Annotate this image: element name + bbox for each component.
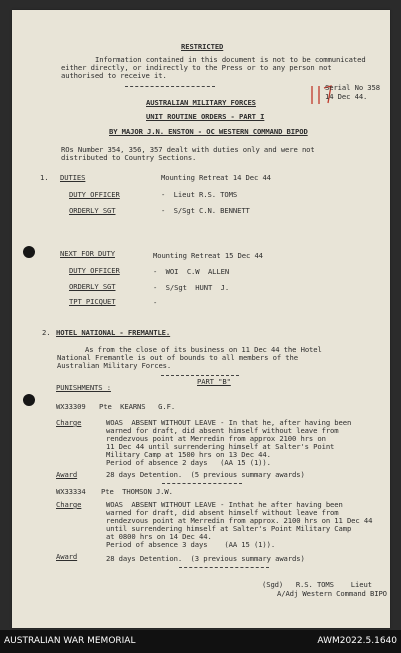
warning-line-3: authorised to receive it.	[61, 71, 167, 80]
divider	[125, 86, 215, 87]
divider	[179, 567, 269, 568]
footer-bar	[0, 630, 401, 653]
punishments-heading: PUNISHMENTS :	[56, 383, 111, 392]
document-page	[12, 10, 390, 628]
charge-line: at 0800 hrs on 14 Dec 44.	[106, 532, 212, 541]
hotel-line-2: National Fremantle is out of bounds to all members of the	[57, 353, 298, 362]
charge-line: until surrendering himself at Salter's Point Military Camp	[106, 524, 352, 533]
duties-heading: DUTIES	[60, 173, 86, 182]
duty-value: - Lieut R.S. TOMS	[161, 190, 238, 199]
issued-by: BY MAJOR J.N. ENSTON - OC WESTERN COMMAND BIPOD	[109, 127, 308, 136]
warning-line-2: either directly, or indirectly to the Press or to any person not	[61, 63, 332, 72]
award-text: 28 days Detention. (3 previous summary awards)	[106, 554, 305, 563]
serial-date: 14 Dec 44.	[325, 92, 368, 101]
punch-hole	[23, 246, 35, 258]
award-label: Award	[56, 470, 78, 479]
charge-line: warned for draft, did absent himself without leave from	[106, 508, 339, 517]
charge-line: Military Camp at 1500 hrs on 13 Dec 44.	[106, 450, 271, 459]
next-duty-label: DUTY OFFICER	[69, 266, 120, 275]
next-duty-value: - WOI C.W ALLEN	[153, 267, 230, 276]
duties-mounting: Mounting Retreat 14 Dec 44	[161, 173, 271, 182]
charge-line: Period of absence 2 days (AA 15 (1)).	[106, 458, 271, 467]
service-number: WX33309	[56, 402, 86, 411]
section-number: 1.	[40, 173, 49, 182]
next-duty-value: -	[153, 298, 158, 307]
signature: (Sgd) R.S. TOMS Lieut	[262, 580, 372, 589]
ros-line-1: ROs Number 354, 356, 357 dealt with duties only and were not	[61, 145, 315, 154]
force-heading: AUSTRALIAN MILITARY FORCES	[146, 98, 256, 107]
charge-line: 11 Dec 44 until surrendering himself at Salter's Point	[106, 442, 335, 451]
award-label: Award	[56, 552, 78, 561]
next-duty-label: TPT PICQUET	[69, 297, 116, 306]
section-number: 2.	[42, 328, 51, 337]
orders-heading: UNIT ROUTINE ORDERS - PART I	[146, 112, 265, 121]
ros-line-2: distributed to Country Sections.	[61, 153, 197, 162]
hotel-line-3: Australian Military Forces.	[57, 361, 172, 370]
charge-line: WOAS ABSENT WITHOUT LEAVE - Inthat he after having been	[106, 500, 343, 509]
award-text: 28 days Detention. (5 previous summary awards)	[106, 470, 305, 479]
soldier-name: Pte THOMSON J.W.	[101, 487, 173, 496]
duty-value: - S/Sgt C.N. BENNETT	[161, 206, 250, 215]
soldier-name: Pte KEARNS G.F.	[99, 402, 176, 411]
signature-role: A/Adj Western Command BIPO	[277, 589, 387, 598]
divider	[162, 483, 242, 484]
footer-accession-number: AWM2022.5.1640	[317, 636, 397, 646]
next-duty-heading: NEXT FOR DUTY	[60, 249, 115, 258]
part-b-heading: PART "B"	[197, 377, 231, 386]
classification-heading: RESTRICTED	[181, 42, 224, 51]
charge-line: rendezvous point at Merredin from approx. 2100 hrs on 11 Dec 44	[106, 516, 373, 525]
punch-hole	[23, 394, 35, 406]
charge-line: Period of absence 3 days (AA 15 (1)).	[106, 540, 276, 549]
charge-label: Charge	[56, 500, 82, 509]
next-duty-label: ORDERLY SGT	[69, 282, 116, 291]
warning-line-1: Information contained in this document is not to be communicated	[95, 55, 366, 64]
footer-institution: AUSTRALIAN WAR MEMORIAL	[4, 636, 136, 646]
charge-line: warned for draft, did absent himself without leave from	[106, 426, 339, 435]
hotel-line-1: As from the close of its business on 11 Dec 44 the Hotel	[85, 345, 322, 354]
next-duty-value: - S/Sgt HUNT J.	[153, 283, 230, 292]
duty-label: ORDERLY SGT	[69, 206, 116, 215]
duty-label: DUTY OFFICER	[69, 190, 120, 199]
charge-line: WOAS ABSENT WITHOUT LEAVE - In that he, after having been	[106, 418, 352, 427]
hotel-heading: HOTEL NATIONAL - FREMANTLE.	[56, 328, 171, 337]
divider	[161, 375, 239, 376]
service-number: WX33334	[56, 487, 86, 496]
serial-number: Serial No 358	[325, 83, 380, 92]
next-duty-mounting: Mounting Retreat 15 Dec 44	[153, 251, 263, 260]
charge-label: Charge	[56, 418, 82, 427]
charge-line: rendezvous point at Merredin from approx 2100 hrs on	[106, 434, 326, 443]
